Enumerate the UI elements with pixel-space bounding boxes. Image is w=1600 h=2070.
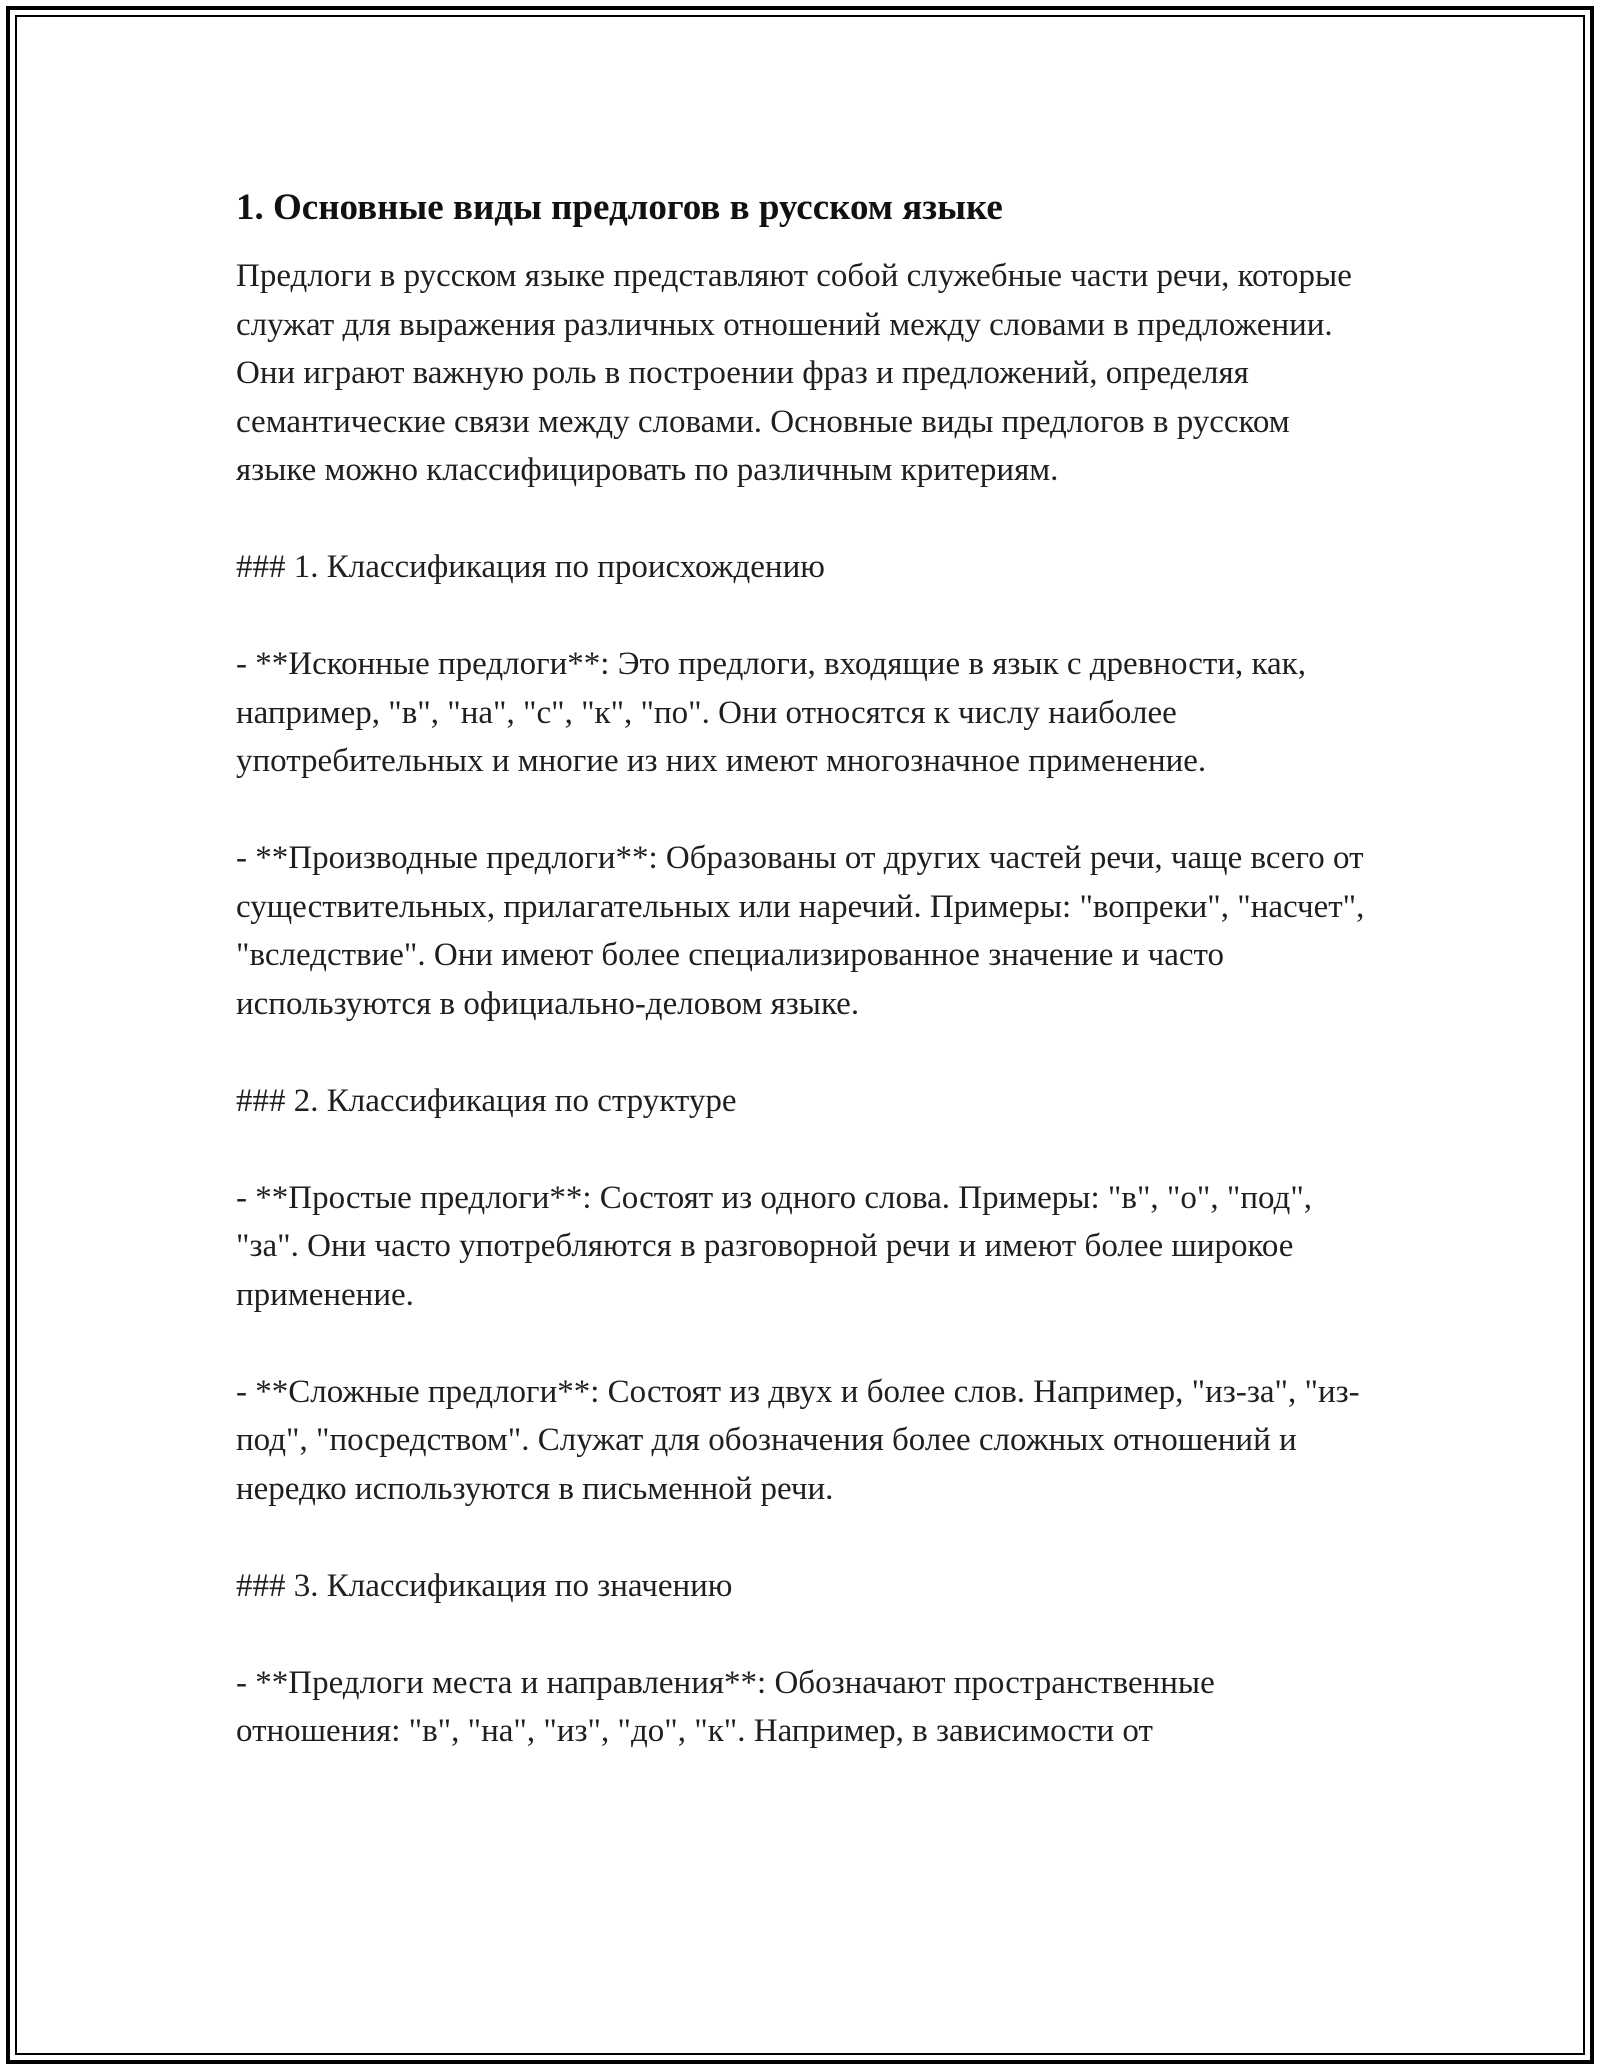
spacer [236, 786, 1376, 835]
section-heading-structure: ### 2. Классификация по структуре [236, 1082, 737, 1119]
list-item-simple-prepositions: - **Простые предлоги**: Состоят из одного слова. Примеры: "в", "о", "под", "за". Они часто употребляются в разговорной речи и имеют более широкое применение. [236, 1179, 1313, 1313]
document-title: 1. Основные виды предлогов в русском языке [236, 187, 1003, 228]
intro-paragraph: Предлоги в русском языке представляют собой служебные части речи, которые служат для выражения различных отношений между словами в предложении. Они играют важную роль в построении фраз и предложений, определяя семантические связи между словами. Основные виды предлогов в русском языке можно классифицировать по различным критериям. [236, 258, 1352, 488]
spacer [236, 1125, 1376, 1174]
list-item-native-prepositions: - **Исконные предлоги**: Это предлоги, входящие в язык с древности, как, например, "в", "на", "с", "к", "по". Они относятся к числу наиболее употребительных и многие из них имеют многозначное применение. [236, 646, 1306, 779]
list-item-derived-prepositions: - **Производные предлоги**: Образованы от других частей речи, чаще всего от существительных, прилагательных или наречий. Примеры: "вопреки", "насчет", "вследствие". Они имеют более специализированное значение и часто используются в официально-деловом языке. [236, 840, 1365, 1022]
list-item-place-prepositions: - **Предлоги места и направления**: Обозначают пространственные отношения: "в", "на", "из", "до", "к". Например, в зависимости от [236, 1664, 1215, 1749]
document-body [236, 186, 1376, 1756]
spacer [236, 1028, 1376, 1077]
spacer [236, 1513, 1376, 1562]
section-heading-meaning: ### 3. Классификация по значению [236, 1567, 733, 1604]
section-heading-origin: ### 1. Классификация по происхождению [236, 549, 825, 585]
spacer [236, 495, 1376, 544]
spacer [236, 592, 1376, 641]
list-item-compound-prepositions: - **Сложные предлоги**: Состоят из двух и более слов. Например, "из-за", "из-под", "посредством". Служат для обозначения более сложных отношений и нередко используются в письменной речи. [236, 1373, 1360, 1507]
spacer [236, 1610, 1376, 1659]
spacer [236, 1319, 1376, 1368]
